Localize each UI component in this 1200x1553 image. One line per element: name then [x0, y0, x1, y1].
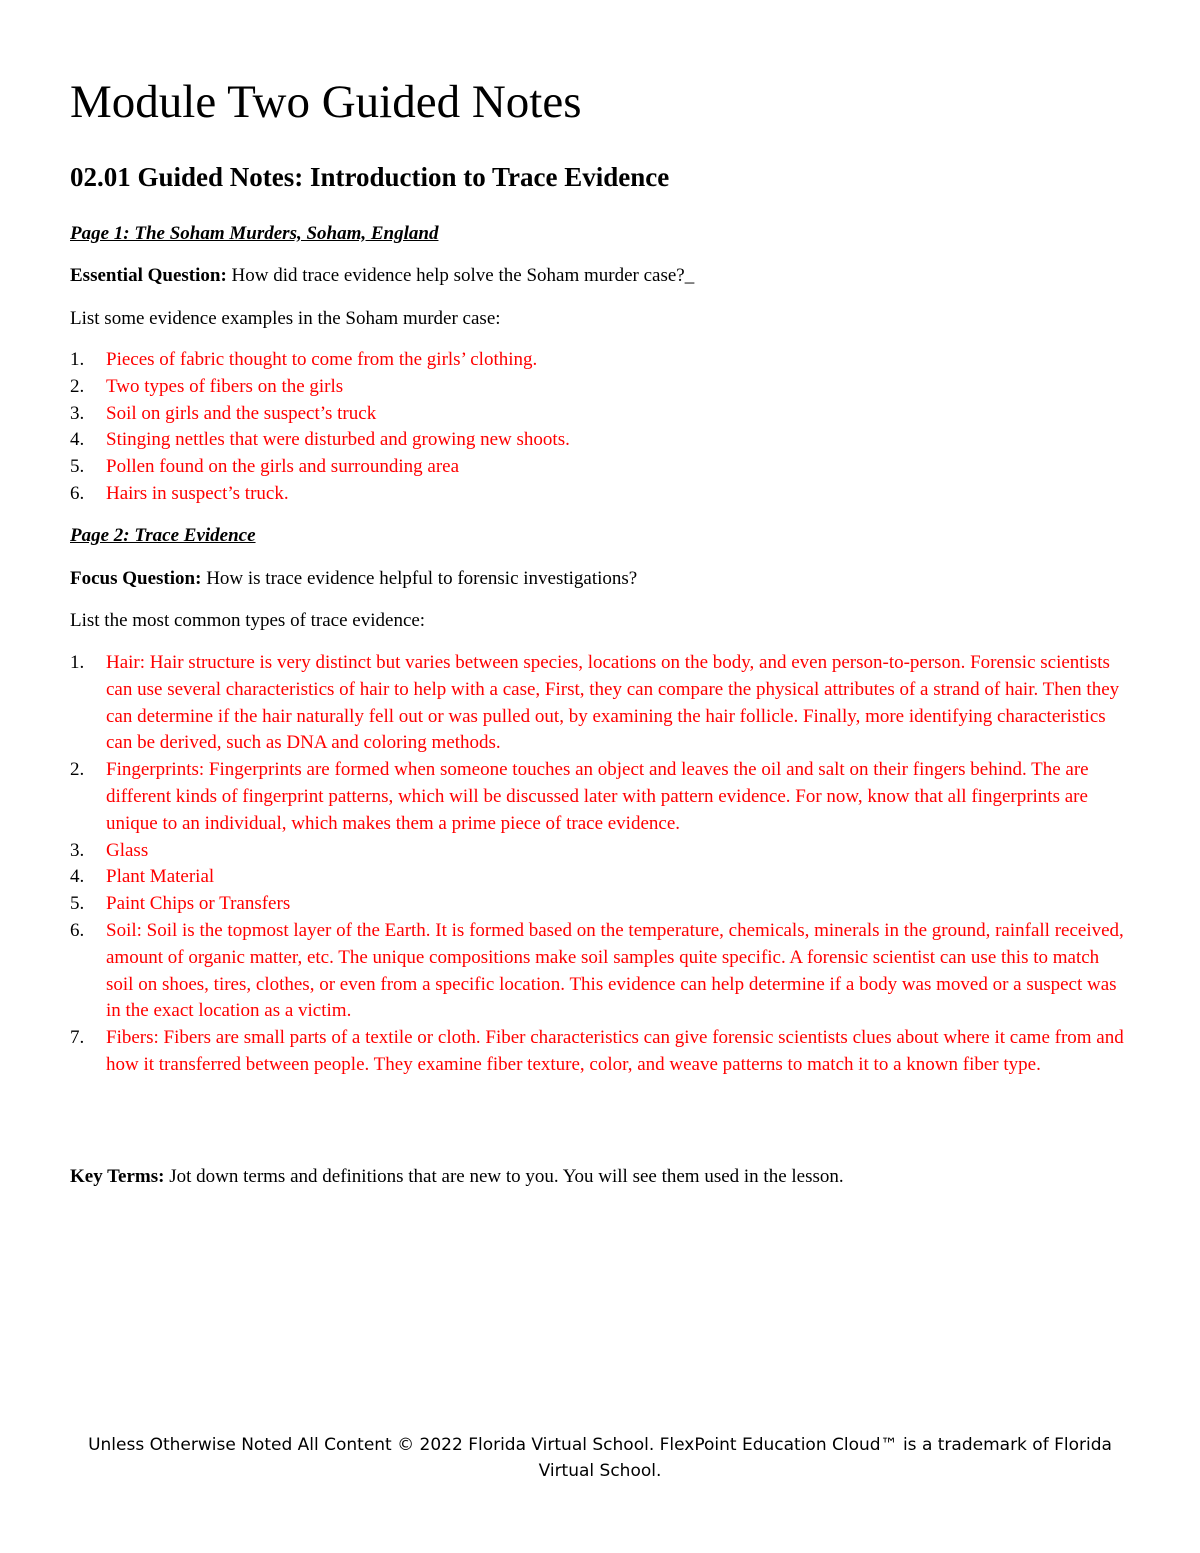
list-item-number: 4.: [70, 866, 85, 888]
focus-question: [70, 567, 637, 591]
key-terms-label: Key Terms:: [70, 1166, 165, 1187]
essential-question-text: How did trace evidence help solve the Soham murder case?_: [231, 265, 695, 286]
page2-trace-evidence-list: [70, 650, 1130, 1079]
page2-heading: Page 2: Trace Evidence: [70, 525, 256, 546]
essential-question: [70, 264, 694, 288]
list-item-text: Paint Chips or Transfers: [106, 893, 291, 915]
list-item: [70, 1025, 1130, 1079]
list-item-text: Fibers: Fibers are small parts of a textile or cloth. Fiber characteristics can give forensic scientists clues about where it came from and how it transferred between people. They examine fiber texture, color, and weave patterns to match it to a known fiber type.: [106, 1027, 1124, 1075]
page1-evidence-list: [70, 347, 1130, 508]
list-item-number: 6.: [70, 919, 85, 941]
key-terms-text: Jot down terms and definitions that are new to you. You will see them used in the lesson.: [169, 1166, 844, 1187]
list-item-text: Pollen found on the girls and surrounding area: [106, 456, 460, 478]
list-item-number: 6.: [70, 482, 85, 504]
list-item-text: Fingerprints: Fingerprints are formed when someone touches an object and leaves the oil and salt on their fingers behind. The are different kinds of fingerprint patterns, which will be discussed later with pattern evidence. For now, know that all fingerprints are unique to an individual, which makes them a prime piece of trace evidence.: [106, 759, 1089, 834]
list-item: [70, 650, 1130, 757]
page2-prompt: List the most common types of trace evidence:: [70, 610, 426, 631]
focus-question-text: How is trace evidence helpful to forensic investigations?: [206, 568, 638, 589]
main-title: Module Two Guided Notes: [70, 76, 582, 128]
list-item-text: Hair: Hair structure is very distinct but varies between species, locations on the body, and even person-to-person. Forensic scientists can use several characteristics of hair to help with a case, First, they can compare the physical attributes of a strand of hair. Then they can determine if the hair naturally fell out or was pulled out, by examining the hair follicle. Finally, more identifying characteristics can be derived, such as DNA and coloring methods.: [106, 652, 1120, 754]
list-item-text: Soil on girls and the suspect’s truck: [106, 402, 377, 424]
list-item-number: 4.: [70, 429, 85, 451]
list-item-number: 5.: [70, 893, 85, 915]
list-item-number: 1.: [70, 349, 85, 370]
list-item: [70, 864, 1130, 891]
list-item: [70, 757, 1130, 837]
key-terms: [70, 1165, 844, 1189]
list-item: [70, 374, 1130, 401]
page1-heading: Page 1: The Soham Murders, Soham, England: [70, 223, 439, 244]
list-item-text: Pieces of fabric thought to come from the girls’ clothing.: [106, 349, 538, 370]
list-item-number: 3.: [70, 839, 85, 861]
list-item: [70, 454, 1130, 481]
list-item-text: Hairs in suspect’s truck.: [106, 482, 289, 504]
list-item: [70, 838, 1130, 865]
list-item-text: Glass: [106, 839, 149, 861]
list-item: [70, 347, 1130, 374]
list-item-number: 5.: [70, 456, 85, 478]
copyright-footer: Unless Otherwise Noted All Content © 2022 Florida Virtual School. FlexPoint Education Cloud™ is a trademark of Florida Virtual School.: [88, 1435, 1112, 1481]
list-item-text: Stinging nettles that were disturbed and growing new shoots.: [106, 429, 570, 451]
list-item-number: 2.: [70, 759, 85, 781]
section-title: 02.01 Guided Notes: Introduction to Trace Evidence: [70, 162, 670, 192]
list-item: [70, 481, 1130, 508]
essential-question-label: Essential Question:: [70, 265, 227, 286]
list-item: [70, 918, 1130, 1025]
focus-question-label: Focus Question:: [70, 568, 202, 589]
list-item-number: 7.: [70, 1027, 85, 1049]
list-item-number: 2.: [70, 375, 85, 397]
list-item: [70, 427, 1130, 454]
list-item-text: Soil: Soil is the topmost layer of the Earth. It is formed based on the temperature, chemicals, minerals in the ground, rainfall received, amount of organic matter, etc. The unique compositions make soil samples quite specific. A forensic scientist can use this to match soil on shoes, tires, clothes, or even from a specific location. This evidence can help determine if a body was moved or a suspect was in the exact location as a victim.: [106, 919, 1124, 1022]
list-item: [70, 891, 1130, 918]
list-item-text: Two types of fibers on the girls: [106, 375, 344, 397]
list-item: [70, 401, 1130, 428]
page1-prompt: List some evidence examples in the Soham murder case:: [70, 308, 501, 329]
list-item-number: 1.: [70, 652, 85, 673]
list-item-number: 3.: [70, 402, 85, 424]
list-item-text: Plant Material: [106, 866, 215, 888]
